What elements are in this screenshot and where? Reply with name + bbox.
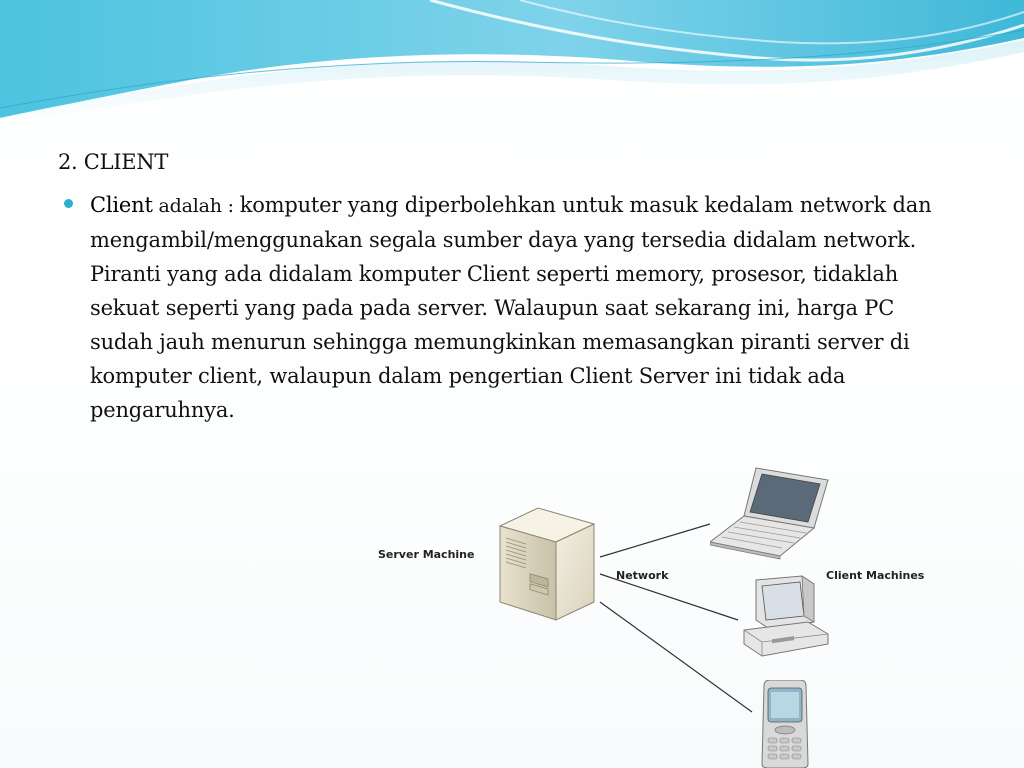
- bullet-term: Client: [90, 193, 153, 217]
- bullet-dot-icon: [64, 199, 73, 208]
- server-machine-label: Server Machine: [378, 548, 475, 561]
- client-machines-label: Client Machines: [826, 569, 925, 582]
- network-connection-lines: [370, 462, 950, 768]
- mobile-phone-icon: [756, 680, 814, 768]
- bullet-body: komputer yang diperbolehkan untuk masuk kedalam network dan mengambil/menggunakan segala sumber daya yang tersedia didalam network. Piranti yang ada didalam komputer Client seperti memory, prosesor, tidaklah sekuat seperti yang pada pada server. Walaupun saat sekarang ini, harga PC sudah jauh menurun sehingga memungkinkan memasangkan piranti server di komputer client, walaupun dalam pengertian Client Server ini tidak ada pengaruhnya.: [90, 193, 932, 422]
- server-tower-icon: [496, 506, 596, 622]
- network-label: Network: [616, 569, 669, 582]
- header-wave-decoration: [0, 0, 1024, 125]
- bullet-separator: adalah :: [152, 195, 240, 217]
- desktop-computer-icon: [738, 574, 830, 660]
- laptop-icon: [710, 464, 832, 560]
- client-server-diagram: [370, 462, 950, 768]
- slide-heading: 2. CLIENT: [58, 150, 169, 174]
- bullet-item: [58, 188, 958, 427]
- bullet-text: [90, 188, 958, 427]
